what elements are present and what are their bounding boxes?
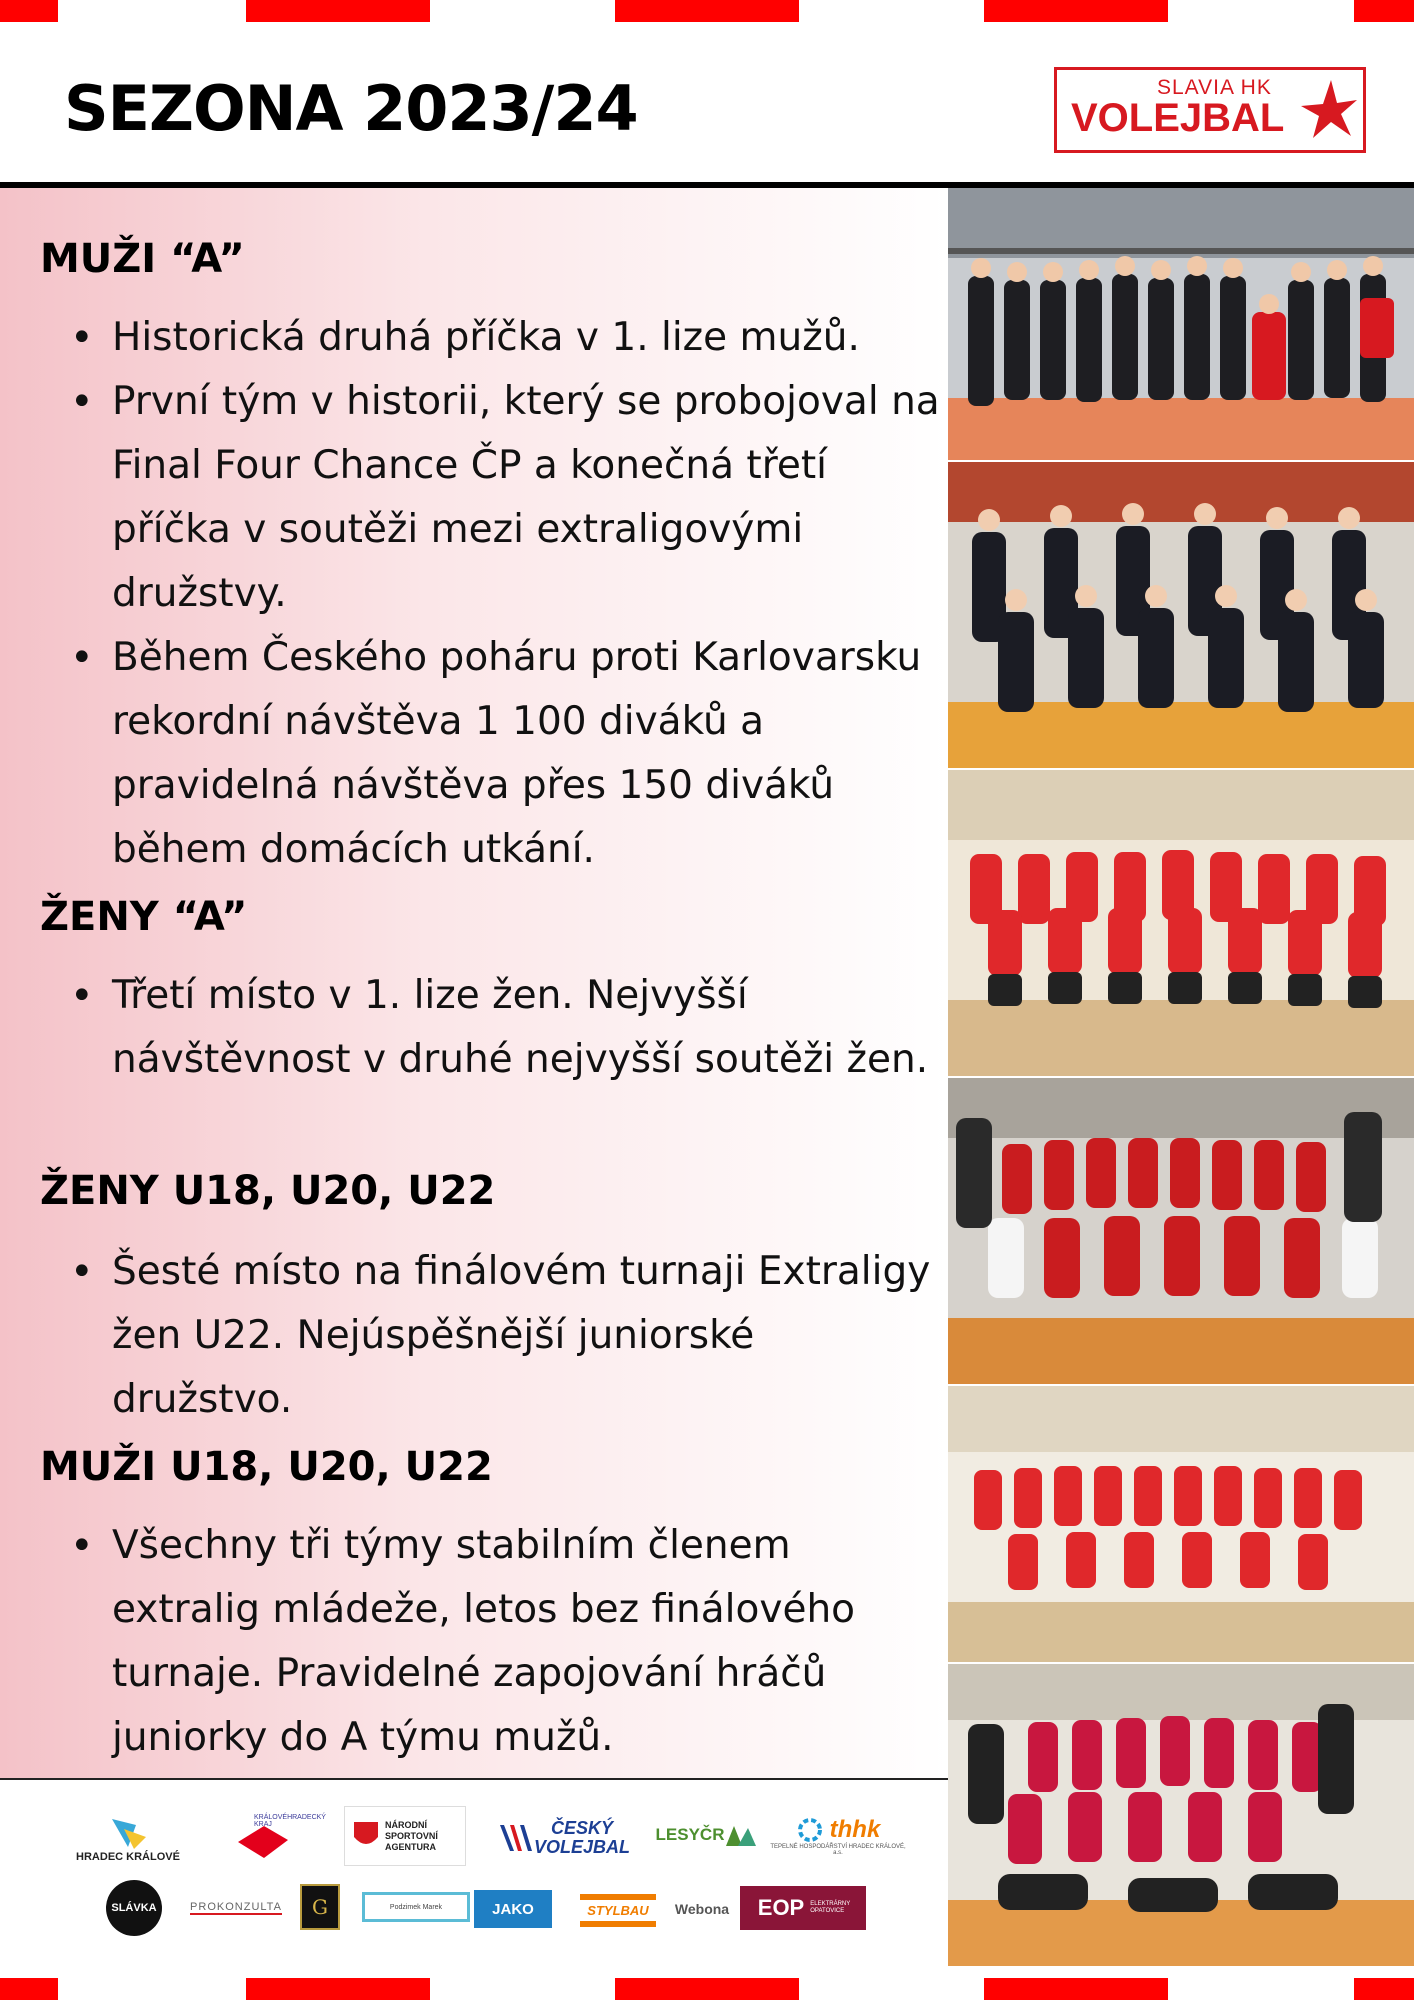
sponsor-label: KRÁLOVÉHRADECKÝ KRAJ bbox=[254, 1814, 326, 1828]
stripe bbox=[615, 1978, 799, 2000]
team-photo-men-a-icon bbox=[948, 188, 1414, 460]
tree-logo-icon bbox=[724, 1822, 758, 1848]
section-title-women-a: ŽENY “A” bbox=[40, 894, 248, 940]
sponsor-strip bbox=[0, 1780, 948, 1978]
bullet-list-men-a bbox=[70, 306, 940, 882]
team-photo-women-youth-icon bbox=[948, 1078, 1414, 1384]
sponsor-stylbau bbox=[580, 1890, 656, 1930]
section-title-men-youth: MUŽI U18, U20, U22 bbox=[40, 1444, 493, 1490]
sponsor-label: HRADEC KRÁLOVÉ bbox=[76, 1851, 180, 1863]
sponsor-label: LESYČR bbox=[655, 1825, 725, 1844]
team-photo-column bbox=[948, 188, 1414, 1978]
sponsor-label: Podzimek Marek bbox=[389, 1903, 443, 1911]
bullet-list-women-youth bbox=[70, 1240, 940, 1432]
section-title-men-a: MUŽI “A” bbox=[40, 236, 245, 282]
stripe bbox=[984, 0, 1168, 22]
sponsor-kraj bbox=[208, 1810, 326, 1870]
bottom-stripe-bar bbox=[0, 1978, 1414, 2000]
sponsor-label: ČESKÝ VOLEJBAL bbox=[534, 1818, 631, 1857]
sponsor-subtitle: TEPELNÉ HOSPODÁŘSTVÍ HRADEC KRÁLOVÉ, a.s. bbox=[770, 1844, 906, 1856]
sponsor-podzimek bbox=[362, 1892, 470, 1922]
star-icon bbox=[1291, 76, 1359, 144]
sponsor-label: STYLBAU bbox=[587, 1902, 649, 1918]
team-photo-women-juniors bbox=[948, 1664, 1414, 1966]
stylbau-bar bbox=[580, 1894, 656, 1900]
bullet-list-men-youth bbox=[70, 1514, 940, 1770]
team-photo-men-a bbox=[948, 188, 1414, 460]
team-photo-women-youth bbox=[948, 1078, 1414, 1384]
sponsor-prokonzulta bbox=[186, 1890, 286, 1926]
club-logo bbox=[1054, 67, 1366, 153]
stripe bbox=[984, 1978, 1168, 2000]
sponsor-lesy-cr bbox=[654, 1810, 760, 1860]
team-photo-men-juniors-icon bbox=[948, 1386, 1414, 1662]
sponsor-label: EOP bbox=[757, 1895, 805, 1920]
bullet-list-women-a bbox=[70, 964, 940, 1092]
sponsor-g-hotel bbox=[300, 1884, 340, 1930]
stripe bbox=[615, 0, 799, 22]
page-header bbox=[0, 22, 1414, 184]
team-photo-men-juniors bbox=[948, 1386, 1414, 1662]
sponsor-label: NÁRODNÍ SPORTOVNÍ AGENTURA bbox=[385, 1819, 438, 1852]
list-item: • Během Českého poháru proti Karlovarsku rekordní návštěva 1 100 diváků a pravidelná návštěva přes 150 diváků během domácích utkání. bbox=[70, 626, 940, 882]
team-photo-women-juniors-icon bbox=[948, 1664, 1414, 1966]
sponsor-label: Webona bbox=[674, 1901, 730, 1917]
volleyball-federation-icon bbox=[498, 1821, 534, 1855]
team-photo-men-youth-icon bbox=[948, 770, 1414, 1076]
stripe bbox=[0, 1978, 58, 2000]
sponsor-eop bbox=[740, 1886, 866, 1930]
team-photo-men-youth bbox=[948, 770, 1414, 1076]
logo-main-text: VOLEJBAL bbox=[1071, 96, 1285, 140]
sponsor-slavka bbox=[106, 1880, 162, 1936]
sponsor-label: PROKONZULTA bbox=[190, 1901, 282, 1913]
sponsor-cesky-volejbal bbox=[492, 1810, 636, 1866]
shield-icon bbox=[353, 1821, 379, 1851]
list-item: • Historická druhá příčka v 1. lize mužů. bbox=[70, 306, 940, 370]
sponsor-nsa bbox=[344, 1806, 466, 1866]
content-panel bbox=[0, 188, 948, 1778]
thhk-logo-icon bbox=[796, 1816, 830, 1844]
sponsor-webona bbox=[668, 1892, 736, 1926]
sponsor-label: SLÁVKA bbox=[111, 1902, 157, 1914]
page-title: SEZONA 2023/24 bbox=[64, 72, 638, 145]
list-item: • Všechny tři týmy stabilním členem extralig mládeže, letos bez finálového turnaje. Pravidelné zapojování hráčů juniorky do A týmu mužů. bbox=[70, 1514, 940, 1770]
logo-top-text: SLAVIA HK bbox=[1157, 76, 1272, 99]
sponsor-jako bbox=[474, 1890, 552, 1928]
team-photo-women-a bbox=[948, 462, 1414, 768]
sponsor-label: G bbox=[312, 1895, 328, 1919]
sponsor-subtitle: ELEKTRÁRNY OPATOVICE bbox=[810, 1901, 851, 1914]
city-logo-icon bbox=[106, 1817, 150, 1851]
section-title-women-youth: ŽENY U18, U20, U22 bbox=[40, 1168, 496, 1214]
list-item: • Šesté místo na finálovém turnaji Extraligy žen U22. Nejúspěšnější juniorské družstvo. bbox=[70, 1240, 940, 1432]
top-stripe-bar bbox=[0, 0, 1414, 22]
list-item: • První tým v historii, který se probojoval na Final Four Chance ČP a konečná třetí příčka v soutěži mezi extraligovými družstvy. bbox=[70, 370, 940, 626]
list-item: • Třetí místo v 1. lize žen. Nejvyšší návštěvnost v druhé nejvyšší soutěži žen. bbox=[70, 964, 940, 1092]
stripe bbox=[1354, 0, 1414, 22]
stripe bbox=[246, 0, 430, 22]
stylbau-bar bbox=[580, 1921, 656, 1927]
sponsor-label: thhk bbox=[829, 1816, 881, 1843]
stripe bbox=[0, 0, 58, 22]
sponsor-thhk bbox=[770, 1806, 906, 1866]
team-photo-women-a-icon bbox=[948, 462, 1414, 768]
sponsor-hradec-kralove bbox=[72, 1810, 184, 1870]
sponsor-label: JAKO bbox=[492, 1900, 534, 1918]
stripe bbox=[1354, 1978, 1414, 2000]
stripe bbox=[246, 1978, 430, 2000]
